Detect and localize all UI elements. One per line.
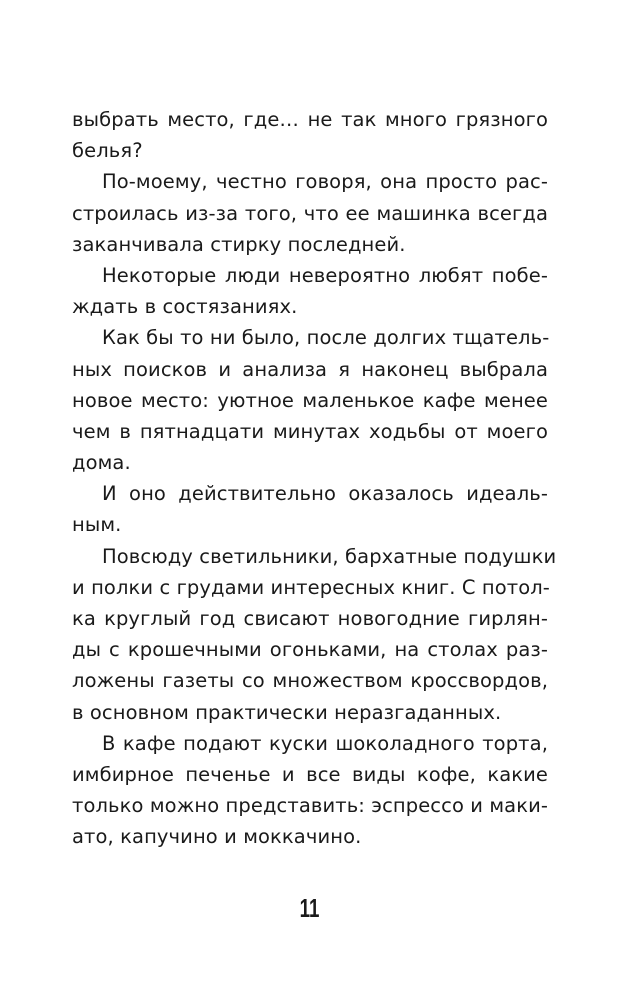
text-line: новое место: уютное маленькое кафе менее xyxy=(72,388,548,412)
text-line: Как бы то ни было, после долгих тщатель- xyxy=(102,326,550,350)
text-line: в основном практически неразгаданных. xyxy=(72,700,502,724)
text-line: По-моему, честно говоря, она просто рас- xyxy=(102,170,548,194)
text-line: выбрать место, где… не так много грязного xyxy=(72,108,548,131)
text-line: ным. xyxy=(72,513,122,537)
text-line: заканчивала стирку последней. xyxy=(72,232,406,256)
text-line: ложены газеты со множеством кроссвордов, xyxy=(72,669,548,693)
text-line: дома. xyxy=(72,451,131,475)
text-line: ато, капучино и моккачино. xyxy=(72,825,362,849)
text-line: В кафе подают куски шоколадного торта, xyxy=(102,731,548,755)
text-line: только можно представить: эспрессо и маки- xyxy=(72,794,548,818)
text-line: ждать в состязаниях. xyxy=(72,295,298,319)
text-line: Повсюду светильники, бархатные подушки xyxy=(102,544,557,568)
text-line: и полки с грудами интересных книг. С потол- xyxy=(72,575,550,599)
text-line: ных поисков и анализа я наконец выбрала xyxy=(72,357,548,381)
page-number: 11 xyxy=(299,893,320,923)
text-line: Некоторые люди невероятно любят побе- xyxy=(102,263,548,287)
text-line: белья? xyxy=(72,139,143,163)
body-text xyxy=(72,104,557,853)
text-line: имбирное печенье и все виды кофе, какие xyxy=(72,762,548,786)
text-line: чем в пятнадцати минутах ходьбы от моего xyxy=(72,419,548,443)
text-line: И оно действительно оказалось идеаль- xyxy=(102,482,548,506)
text-line: ка круглый год свисают новогодние гирлян- xyxy=(72,607,548,630)
text-line: строилась из-за того, что ее машинка всегда xyxy=(72,201,548,225)
text-line: ды с крошечными огоньками, на столах раз- xyxy=(72,638,548,662)
